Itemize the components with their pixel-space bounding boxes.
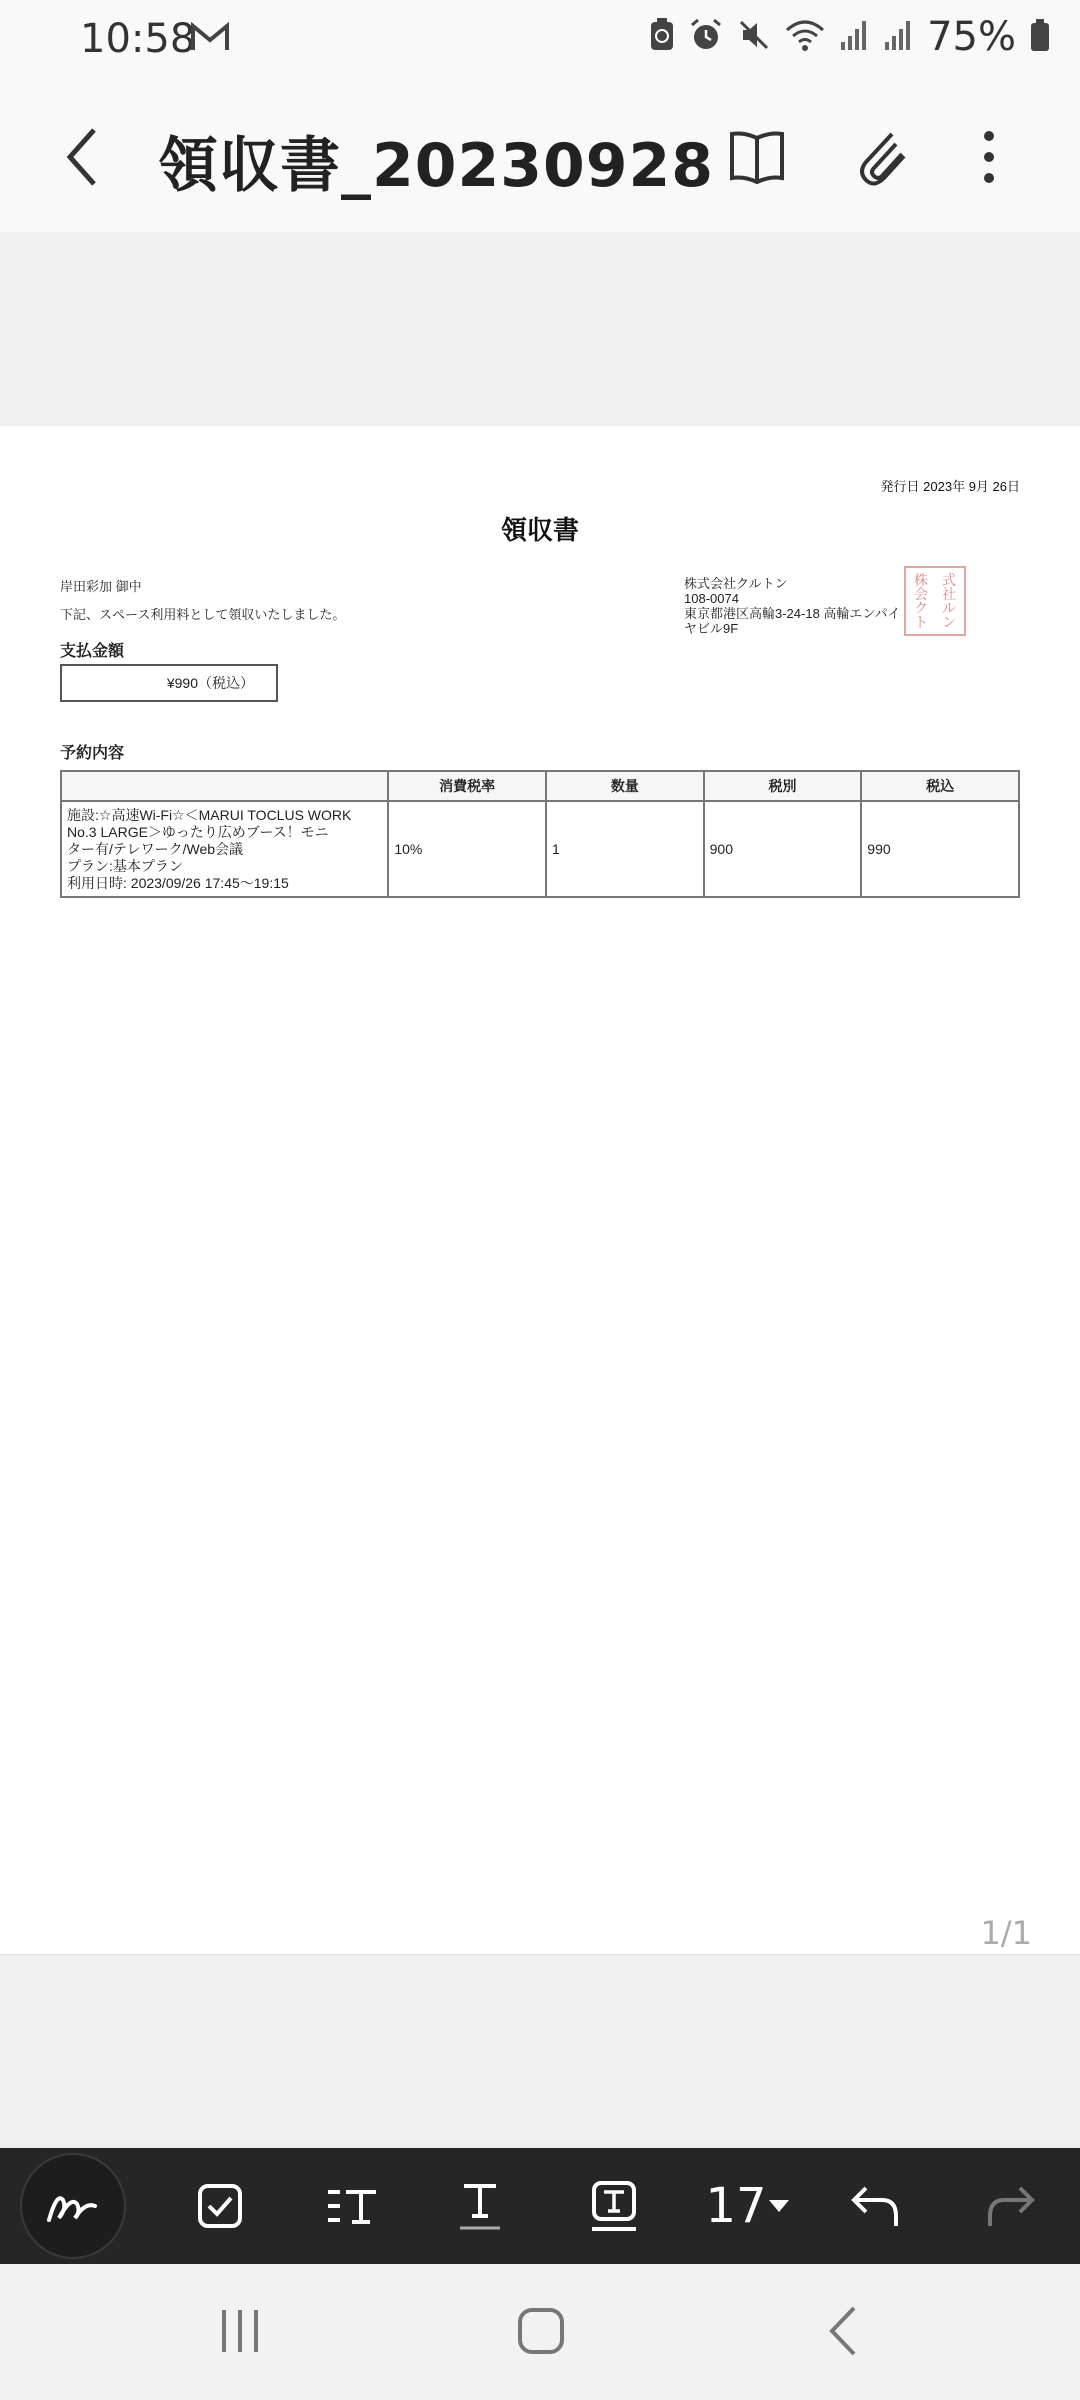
receipt-document [0,426,1080,1954]
quantity-cell: 1 [546,801,704,897]
redo-icon[interactable] [970,2148,1050,2264]
more-icon[interactable] [974,122,1004,196]
table-header: 税別 [704,771,862,801]
reservation-label: 予約内容 [60,745,125,762]
company-postal: 108-0074 [684,591,739,606]
tax-rate-cell: 10% [388,801,546,897]
font-size-selector[interactable] [700,2148,796,2264]
item-line: ター有/テレワーク/Web会議 [67,840,244,857]
gmail-icon [190,22,230,56]
table-header: 消費税率 [388,771,546,801]
table-row [61,801,1019,897]
pen-icon[interactable] [20,2153,126,2259]
signal-icon [839,18,869,56]
dropdown-arrow-icon [767,2196,791,2216]
status-bar [0,0,1080,90]
mute-icon [737,18,771,56]
document-canvas-margin [0,232,1080,426]
company-name: 株式会社クルトン [684,576,788,591]
text-underline-icon[interactable] [440,2148,520,2264]
table-header: 数量 [546,771,704,801]
payment-label: 支払金額 [60,643,125,660]
pdf-page[interactable] [0,426,1080,1955]
item-line: プラン:基本プラン [67,857,183,874]
battery-percent: 75% [927,14,1016,60]
company-info [684,576,910,636]
alarm-icon [689,18,723,56]
page-indicator: 1/1 [980,1914,1032,1952]
table-header-row [61,771,1019,801]
back-icon[interactable] [62,122,102,196]
text-format-icon[interactable] [312,2148,392,2264]
item-line: 施設:☆高速Wi-Fi☆＜MARUI TOCLUS WORK [67,806,352,823]
font-size-value: 17 [705,2178,767,2234]
status-time: 10:58 [80,16,196,62]
table-header [61,771,388,801]
issue-date: 発行日 2023年 9月 26日 [880,479,1020,494]
wifi-icon [785,18,825,56]
status-icons [649,14,1050,60]
home-icon[interactable] [516,2304,566,2362]
system-nav-bar [0,2264,1080,2400]
company-address-line2: ヤビル9F [684,621,739,636]
recents-icon[interactable] [218,2304,262,2362]
item-description [61,801,388,897]
receipt-title: 領収書 [500,515,579,545]
signal-icon [883,18,913,56]
item-line: 利用日時: 2023/09/26 17:45〜19:15 [67,874,289,891]
annotation-toolbar [0,2148,1080,2264]
reservation-table [60,770,1020,898]
text-box-icon[interactable] [574,2148,654,2264]
battery-icon [1030,18,1050,56]
checkbox-icon[interactable] [180,2148,260,2264]
company-seal: 株 式 会 社 ク ル ト ン [904,566,966,636]
company-address-line1: 東京都港区高輪3-24-18 高輪エンパイ [684,606,901,621]
back-icon[interactable] [826,2304,862,2362]
table-header: 税込 [861,771,1019,801]
reading-mode-icon[interactable] [728,122,786,196]
incl-tax-cell: 990 [861,801,1019,897]
payment-amount: ¥990（税込） [60,664,278,702]
addressee: 岸田彩加 御中 [60,579,142,594]
app-bar [0,90,1080,232]
receipt-note: 下記、スペース利用料として領収いたしました。 [60,607,346,622]
attach-icon[interactable] [852,122,910,196]
document-title: 領収書_20230928 [158,131,714,201]
battery-saver-icon [649,18,675,56]
undo-icon[interactable] [836,2148,916,2264]
excl-tax-cell: 900 [704,801,862,897]
item-line: No.3 LARGE＞ゆったり広めブース！モニ [67,823,329,840]
